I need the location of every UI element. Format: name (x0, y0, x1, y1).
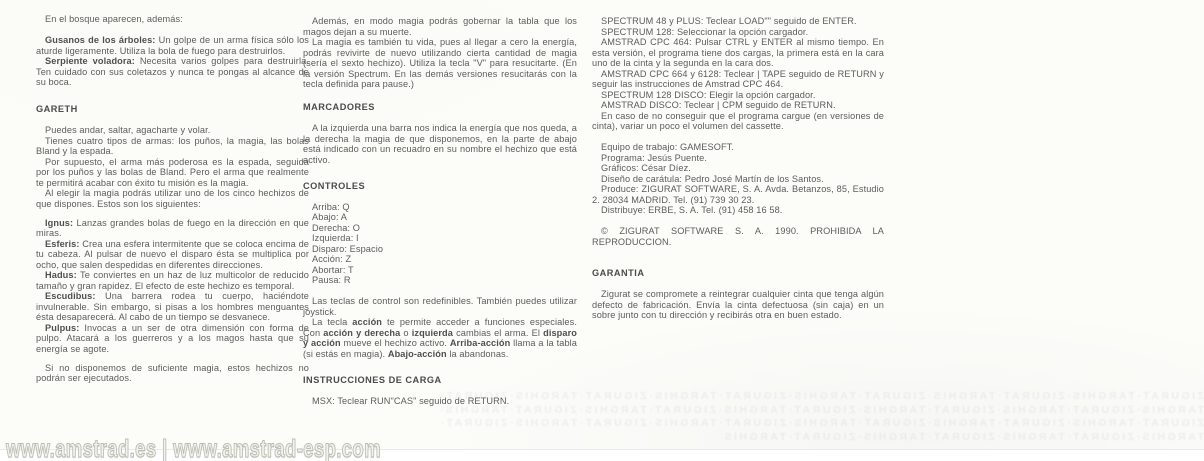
paragraph (592, 289, 884, 321)
text-run: Te conviertes en un haz de luz multicolor de reducido tamaño y gran rapidez. El efecto de este hechizo es temporal. (36, 270, 309, 291)
paragraph (36, 218, 309, 239)
text-run: MSX: Teclear RUN"CAS" seguido de RETURN. (312, 396, 510, 407)
text-run: Además, en modo magia podrás gobernar la tabla que los magos dejan a su muerte. (303, 16, 577, 37)
paragraph (303, 296, 577, 317)
text-line: Abortar: T (312, 264, 354, 275)
text-run: Distribuye: ERBE, S. A. Tel. (91) 458 16 58. (601, 205, 783, 215)
text-run: SPECTRUM 128: Seleccionar la opción cargador. (601, 26, 809, 37)
spacer (592, 279, 884, 290)
paragraph (592, 69, 884, 90)
text-run: Las teclas de control son redefinibles. También puedes utilizar joystick. (303, 296, 577, 317)
text-run: te permite acceder a funciones especiales. Con (303, 317, 577, 338)
paragraph (592, 184, 884, 205)
paragraph (36, 136, 309, 157)
text-run: A la izquierda una barra nos indica la energía que nos queda, a la derecha la magia de que disponemos, en la parte de abajo está indicado con un recuadro en su nombre el hechizo que está activo. (303, 123, 577, 165)
text-run: Tienes cuatro tipos de armas: los puños, la magia, las bolas Bland y la espada. (36, 135, 309, 157)
text-run: Al elegir la magia podrás utilizar uno de los cinco hechizos de que dispones. Estos son los siguientes: (36, 188, 309, 209)
spacer (36, 25, 309, 36)
text-line: Pausa: R (312, 275, 351, 286)
paragraph (36, 56, 309, 88)
paragraph (592, 226, 884, 247)
text-run: llama a la tabla (si estás en magia). (303, 338, 577, 359)
text-run: Diseño de carátula: Pedro José Martín de los Santos. (601, 173, 824, 184)
paragraph (36, 270, 309, 291)
text-line: Programa: Jesús Puente. (601, 152, 707, 163)
paragraph (303, 16, 577, 37)
watermark-urls: www.amstrad.es | www.amstrad-esp.com (6, 435, 381, 461)
section-heading: CONTROLES (303, 180, 366, 191)
spacer (303, 286, 577, 297)
bold-run: Ignus: (45, 217, 74, 228)
text-run: © ZIGURAT SOFTWARE S. A. 1990. PROHIBIDA LA REPRODUCCION. (592, 226, 884, 247)
bold-run: Arriba-acción (449, 338, 511, 349)
bold-run: acción y derecha (323, 327, 401, 338)
text-run: AMSTRAD DISCO: Teclear | CPM seguido de RETURN. (601, 100, 836, 110)
text-line: Equipo de trabajo: GAMESOFT. (601, 142, 735, 152)
text-run: En el bosque aparecen, además: (45, 14, 183, 24)
spacer (592, 247, 884, 268)
text-run: AMSTRAD CPC 464: Pulsar CTRL y ENTER al mismo tiempo. En esta versión, el programa tiene dos cargas, la primera está en la cara uno de la cinta y la segunda en la cara dos. (592, 37, 884, 68)
spacer (36, 209, 309, 217)
paragraph (592, 90, 884, 101)
text-run: Invocas a un ser de otra dimensión con forma de pulpo. Atacará a los guerreros y a los magos hasta que su energía se agote. (36, 322, 309, 354)
bold-run: izquierda (411, 327, 453, 338)
paragraph (36, 125, 309, 136)
text-column-right (592, 16, 884, 321)
text-run: Crea una esfera intermitente que se coloca encima de tu cabeza. Al pulsar de nuevo el disparo ésta se multiplica por ocho, que salen despedidas en diferentes direcciones. (36, 238, 309, 270)
spacer (36, 115, 309, 126)
spacer (303, 191, 577, 202)
section-heading: INSTRUCCIONES DE CARGA (303, 375, 442, 386)
text-run: Necesita varios golpes para destruirla. Ten cuidado con sus coletazos y nunca te pongas al alcance de su boca. (36, 56, 309, 87)
paragraph (592, 27, 884, 38)
text-run: La tecla (312, 317, 353, 328)
bold-run: Abajo-acción (387, 348, 447, 359)
text-line: Acción: Z (312, 254, 352, 265)
bold-run: Esferis: (45, 238, 80, 249)
bold-run: disparo y acción (303, 327, 577, 349)
text-run: SPECTRUM 128 DISCO: Elegir la opción cargador. (601, 89, 816, 100)
paragraph (36, 323, 309, 355)
text-line: Arriba: Q (312, 201, 350, 212)
spacer (36, 88, 309, 105)
bold-run: Gusanos de los árboles: (45, 35, 156, 45)
text-run: Lanzas grandes bolas de fuego en la dirección en que miras. (36, 217, 309, 239)
text-run: Un golpe de un arma física sólo los aturde ligeramente. Utiliza la bola de fuego para destruirlos. (36, 35, 309, 56)
text-column-left (36, 14, 309, 384)
page-showthrough-texture: ZIGURAT·TARGHIS·ZIGURAT·TARGHIS·ZIGURAT·TARGHIS·ZIGURAT·TARGHIS·ZIGURAT·TARGHIS·ZIGURAT·TARGHIS·ZIGURAT·TARGHIS·ZIGURAT·TARGHIS·ZIGURAT·TARGHIS·ZIGURAT·TARGHIS·ZIGURAT·TARGHIS·ZIGURAT·TARGHIS·ZIGURAT·TARGHIS·ZIGURAT·TARGHIS·ZIGURAT·TARGHIS·ZIGURAT·TARGHIS·ZIGURAT·TARGHIS·ZIGURAT·TARGHIS·ZIGURAT·TARGHIS·ZIGURAT·TARGHIS (437, 390, 1204, 443)
paragraph (592, 100, 884, 111)
paragraph (36, 188, 309, 209)
text-run: la abandonas. (446, 348, 509, 359)
paragraph (36, 363, 309, 384)
text-run: AMSTRAD CPC 664 y 6128: Teclear | TAPE seguido de RETURN y seguir las instrucciones de Amstrad CPC 464. (592, 68, 884, 89)
text-run: Produce: ZIGURAT SOFTWARE, S. A. Avda. Betanzos, 85, Estudio 2. 28034 MADRID. Tel. (91) 739 30 23. (592, 184, 884, 205)
text-line: Gráficos: César Díez. (601, 163, 691, 173)
paragraph (592, 205, 884, 216)
section-heading: GARANTIA (592, 268, 645, 278)
paragraph (592, 111, 884, 132)
paragraph (592, 37, 884, 69)
paragraph (36, 239, 309, 271)
paragraph (592, 16, 884, 27)
paragraph (592, 174, 884, 185)
text-run: Una barrera rodea tu cuerpo, haciéndote invulnerable. Sin embargo, si pisas a los hombres menguantes ésta desaparecerá. Al cabo de un tiempo se desvanece. (36, 291, 309, 323)
spacer (303, 90, 577, 103)
text-run: mueve el hechizo activo. (340, 338, 450, 349)
paragraph (36, 291, 309, 323)
section-heading: GARETH (36, 104, 78, 115)
spacer (303, 165, 577, 181)
text-run: Si no disponemos de suficiente magia, estos hechizos no podrán ser ejecutados. (36, 362, 309, 384)
bold-run: Escudibus: (45, 291, 96, 302)
spacer (592, 216, 884, 227)
spacer (592, 132, 884, 143)
text-line: Disparo: Espacio (312, 243, 384, 254)
text-run: Puedes andar, saltar, agacharte y volar. (45, 125, 211, 136)
paragraph (36, 157, 309, 189)
paragraph (303, 37, 577, 90)
paragraph (36, 35, 309, 56)
text-run: Zigurat se compromete a reintegrar cualquier cinta que tenga algún defecto de fabricación. Envía la cinta defectuosa (sin caja) en un sobre junto con tu dirección y recibirás otra en buen estado. (592, 289, 884, 320)
text-line: Abajo: A (312, 212, 348, 223)
paragraph (303, 123, 577, 165)
text-line: Izquierda: I (312, 233, 359, 244)
text-column-middle (303, 16, 577, 407)
text-run: cambias el arma. El (452, 327, 544, 338)
text-run: o (400, 327, 412, 338)
bold-run: Hadus: (45, 270, 77, 281)
spacer (36, 354, 309, 362)
bold-run: Serpiente voladora: (45, 56, 135, 66)
text-run: Por supuesto, el arma más poderosa es la espada, seguida por los puños y las bolas de Bland. Pero el arma que realmente te permitirá acabar con éxito tu misión es la magia. (36, 156, 309, 188)
spacer (303, 113, 577, 124)
text-run: SPECTRUM 48 y PLUS: Teclear LOAD"" seguido de ENTER. (601, 16, 857, 26)
spacer (303, 359, 577, 375)
bold-run: acción (352, 317, 383, 328)
paragraph (303, 317, 577, 359)
paragraph (36, 14, 309, 25)
bold-run: Pulpus: (45, 322, 80, 333)
section-heading: MARCADORES (303, 102, 375, 113)
text-line: Derecha: O (312, 222, 360, 233)
text-run: En caso de no conseguir que el programa cargue (en versiones de cinta), variar un poco el volumen del cassette. (592, 110, 884, 131)
text-run: La magia es también tu vida, pues al llegar a cero la energía, podrás revivirte de nuevo utilizando cierta cantidad de magia (sería el sexto hechizo). Utiliza la tecla "V" para resucitarte. (En la versión Spectrum. En las demás versiones resucitarás con la tecla definida para pause.) (303, 37, 577, 89)
